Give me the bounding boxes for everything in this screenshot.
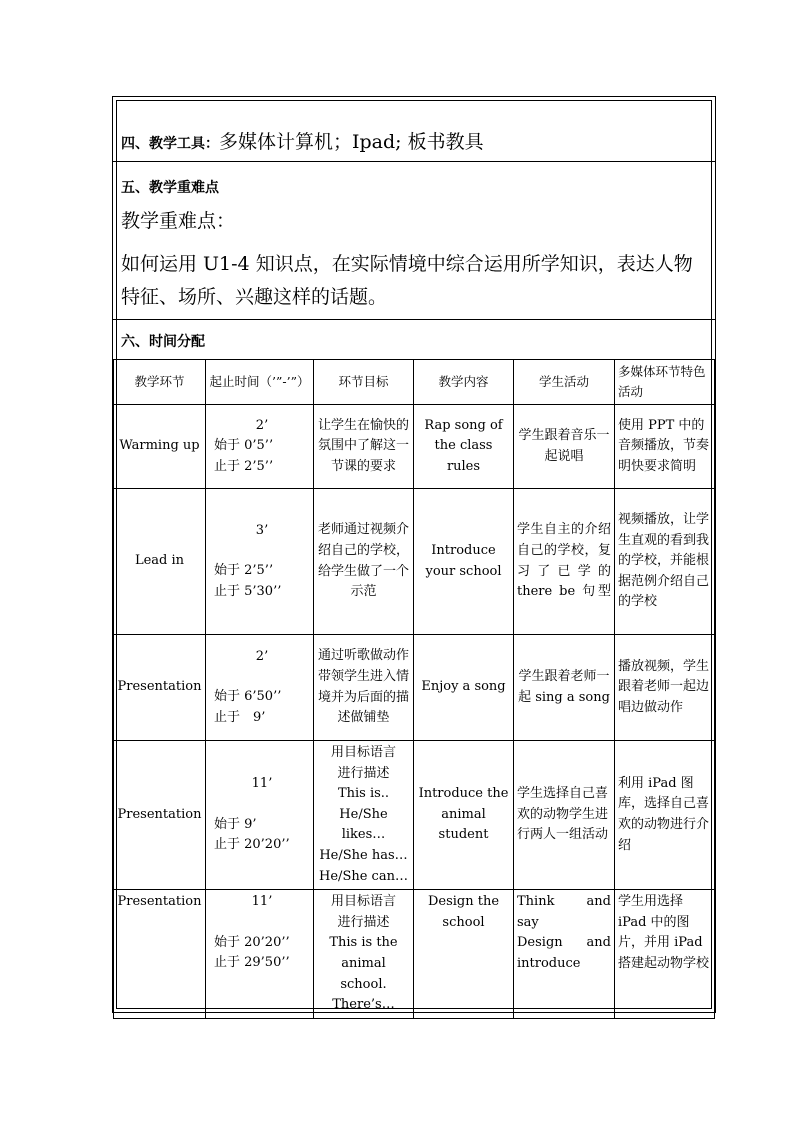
- key-points-title: 五、教学重难点: [121, 180, 219, 196]
- goal-line: This is the: [329, 935, 398, 951]
- goal-line: likes…: [341, 827, 386, 843]
- duration: 11’: [251, 894, 273, 910]
- media-cell: 利用 iPad 图库，选择自己喜欢的动物进行介绍: [615, 741, 715, 890]
- duration: 2’: [255, 417, 269, 433]
- media-cell: 视频播放，让学生直观的看到我的学校，并能根据范例介绍自己的学校: [615, 489, 715, 635]
- goal-line: He/She: [339, 806, 388, 822]
- time-allocation-title: 六、时间分配: [121, 334, 205, 350]
- activity-line: Think and: [517, 894, 611, 910]
- start-time: 始于 0’5’’: [214, 438, 274, 454]
- stage-cell: Presentation: [114, 890, 206, 1019]
- table-row: [114, 405, 715, 489]
- header-content: 教学内容: [414, 360, 514, 405]
- stage-cell: Presentation: [114, 635, 206, 741]
- header-media: 多媒体环节特色活动: [615, 360, 715, 405]
- duration: 11’: [251, 776, 273, 792]
- goal-line: school.: [340, 976, 387, 992]
- media-cell: 学生用选择 iPad 中的图片，并用 iPad 搭建起动物学校: [615, 890, 715, 1019]
- header-stage: 教学环节: [114, 360, 206, 405]
- start-time: 始于 2’5’’: [214, 563, 274, 579]
- key-points-section: [113, 161, 715, 319]
- goal-line: 进行描述: [337, 765, 390, 781]
- header-activity: 学生活动: [514, 360, 615, 405]
- goal-cell: 让学生在愉快的氛围中了解这一节课的要求: [314, 405, 414, 489]
- duration: 3’: [255, 522, 269, 538]
- end-time: 止于 20’20’’: [214, 837, 290, 853]
- time-cell: [206, 890, 314, 1019]
- key-points-body: 如何运用 U1-4 知识点，在实际情境中综合运用所学知识，表达人物特征、场所、兴趣这样的话题。: [121, 253, 693, 308]
- goal-line: animal: [341, 955, 386, 971]
- activity-line: introduce: [517, 955, 581, 971]
- time-cell: [206, 489, 314, 635]
- goal-line: This is..: [337, 786, 390, 802]
- teaching-tools-line: [121, 127, 484, 154]
- table-row: [114, 890, 715, 1019]
- table-row: [114, 635, 715, 741]
- media-cell: 使用 PPT 中的音频播放，节奏明快要求简明: [615, 405, 715, 489]
- key-points-subtitle: 教学重难点：: [121, 210, 236, 232]
- stage-cell: Presentation: [114, 741, 206, 890]
- activity-line: Design and: [517, 935, 611, 951]
- time-cell: [206, 635, 314, 741]
- time-allocation-table: [113, 359, 715, 1019]
- header-goal: 环节目标: [314, 360, 414, 405]
- teaching-tools-section: [113, 97, 715, 161]
- goal-cell: 通过听歌做动作带领学生进入情境并为后面的描述做铺垫: [314, 635, 414, 741]
- content-cell: Rap song of the class rules: [414, 405, 514, 489]
- teaching-tools-label: 四、教学工具：: [121, 136, 219, 152]
- goal-line: 用目标语言: [330, 894, 396, 910]
- time-cell: [206, 405, 314, 489]
- activity-cell: [514, 890, 615, 1019]
- goal-cell: [314, 741, 414, 890]
- time-cell: [206, 741, 314, 890]
- table-row: [114, 489, 715, 635]
- header-time: 起止时间（’”-’”）: [206, 360, 314, 405]
- stage-cell: Warming up: [114, 405, 206, 489]
- content-cell: Design the school: [414, 890, 514, 1019]
- goal-line: There’s…: [332, 997, 395, 1013]
- teaching-tools-text: 多媒体计算机；Ipad; 板书教具: [219, 131, 484, 153]
- goal-cell: [314, 890, 414, 1019]
- time-allocation-section: [113, 319, 715, 359]
- duration: 2’: [255, 648, 269, 664]
- activity-cell: 学生自主的介绍自己的学校，复习了已学的 there be 句型: [514, 489, 615, 635]
- content-cell: Enjoy a song: [414, 635, 514, 741]
- lesson-plan-frame: [112, 96, 716, 1013]
- content-cell: Introduce your school: [414, 489, 514, 635]
- start-time: 始于 20’20’’: [214, 934, 290, 950]
- start-time: 始于 6’50’’: [214, 689, 282, 705]
- end-time: 止于 2’5’’: [214, 458, 274, 474]
- table-row: [114, 741, 715, 890]
- activity-cell: 学生选择自己喜欢的动物学生进行两人一组活动: [514, 741, 615, 890]
- end-time: 止于 5’30’’: [214, 583, 282, 599]
- activity-cell: 学生跟着老师一起 sing a song: [514, 635, 615, 741]
- goal-line: He/She has…: [319, 847, 408, 863]
- content-cell: Introduce the animal student: [414, 741, 514, 890]
- stage-cell: Lead in: [114, 489, 206, 635]
- activity-line: say: [517, 914, 539, 930]
- table-header-row: [114, 360, 715, 405]
- goal-line: 进行描述: [337, 914, 390, 930]
- goal-cell: 老师通过视频介绍自己的学校，给学生做了一个示范: [314, 489, 414, 635]
- media-cell: 播放视频，学生跟着老师一起边唱边做动作: [615, 635, 715, 741]
- goal-line: He/She can…: [319, 868, 408, 884]
- start-time: 始于 9’: [214, 816, 257, 832]
- end-time: 止于 29’50’’: [214, 955, 290, 971]
- end-time: 止于 9’: [214, 709, 266, 725]
- goal-line: 用目标语言: [330, 745, 396, 760]
- activity-cell: 学生跟着音乐一起说唱: [514, 405, 615, 489]
